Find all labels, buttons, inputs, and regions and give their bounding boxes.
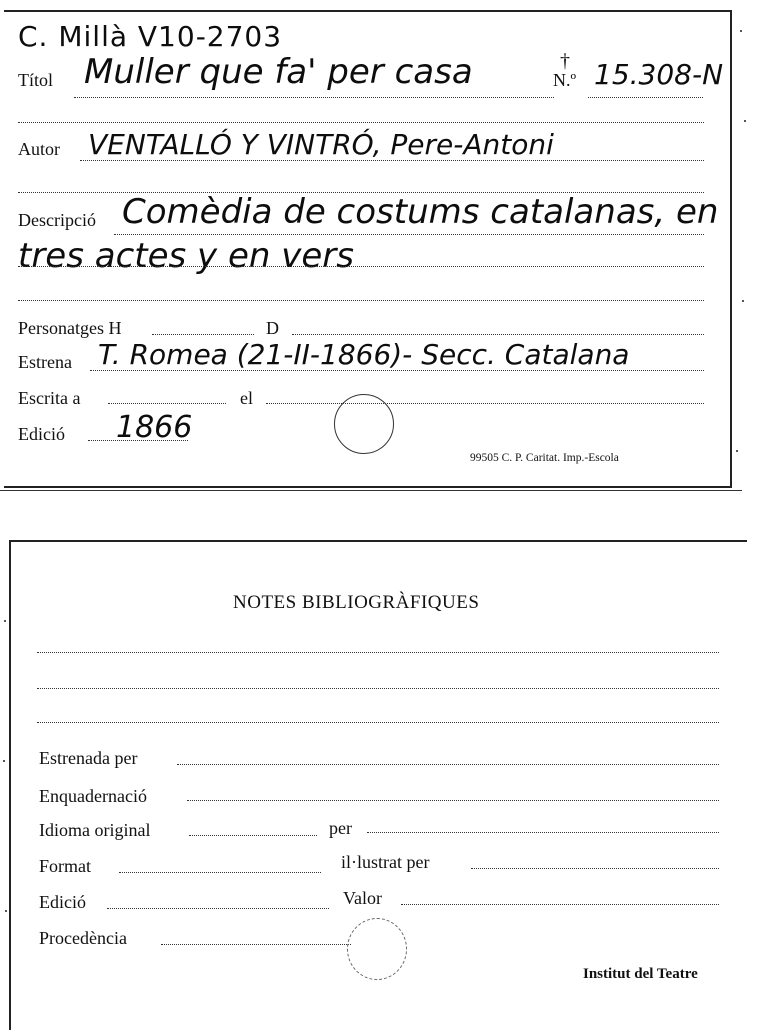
number-value: 15.308-N (594, 58, 724, 91)
characters-label: Personatges H (18, 318, 122, 338)
description-line-2: tres actes y en vers (18, 236, 354, 276)
premiere-value: T. Romea (21-II-1866)- Secc. Catalana (98, 338, 630, 371)
notes-edition-label: Edició (39, 892, 86, 912)
format-label: Format (39, 856, 91, 876)
dagger-mark: † (560, 50, 570, 72)
institution-name: Institut del Teatre (583, 966, 698, 982)
premiere-label: Estrena (18, 352, 72, 372)
catalog-card-bottom (9, 540, 747, 1030)
number-label: N.º (553, 70, 577, 90)
premiered-by-label: Estrenada per (39, 748, 138, 768)
notes-heading: NOTES BIBLIOGRÀFIQUES (233, 592, 480, 613)
illustrated-by-label: il·lustrat per (341, 852, 430, 872)
card-separator (0, 490, 742, 491)
original-language-label: Idioma original (39, 820, 151, 840)
description-line-1: Comèdia de costums catalanas, en (122, 192, 719, 232)
translated-by-label: per (329, 818, 352, 838)
written-label: Escrita a (18, 388, 81, 408)
catalog-card-top (4, 10, 732, 488)
description-label: Descripció (18, 210, 96, 230)
stamp-circle (334, 394, 394, 454)
edition-value: 1866 (116, 410, 193, 445)
provenance-label: Procedència (39, 928, 127, 948)
title-value: Muller que fa' per casa (84, 52, 473, 92)
edition-label: Edició (18, 424, 65, 444)
catalog-code: C. Millà V10-2703 (18, 20, 283, 53)
written-date-label: el (240, 388, 253, 408)
value-label: Valor (343, 888, 382, 908)
title-label: Títol (18, 70, 53, 90)
characters-d-label: D (266, 318, 279, 338)
stamp-circle-faint (347, 918, 407, 980)
author-label: Autor (18, 139, 60, 159)
binding-label: Enquadernació (39, 786, 147, 806)
printer-imprint: 99505 C. P. Caritat. Imp.-Escola (470, 452, 619, 464)
author-value: VENTALLÓ Y VINTRÓ, Pere-Antoni (88, 128, 554, 161)
